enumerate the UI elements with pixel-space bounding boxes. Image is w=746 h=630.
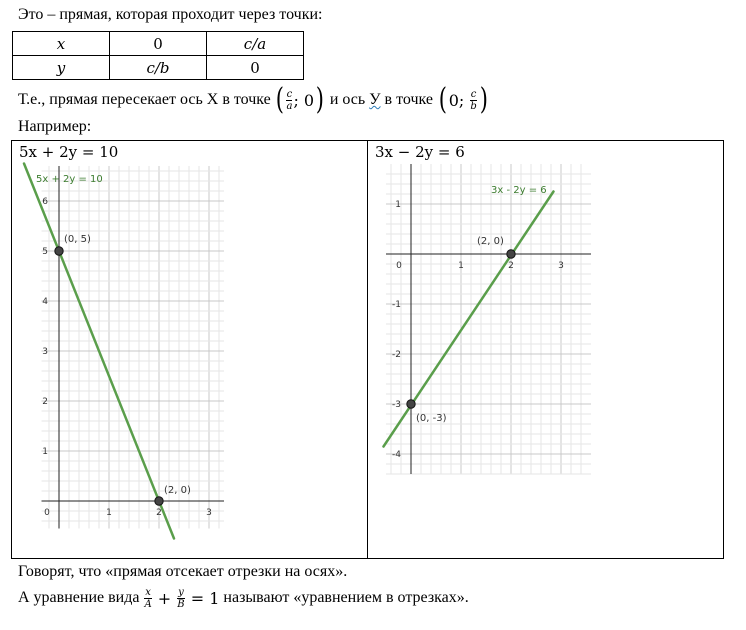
y-tick-label: 3 xyxy=(42,347,48,357)
intro-text: Это – прямая, которая проходит через точки: xyxy=(18,6,323,23)
intersection-text xyxy=(18,82,489,117)
axis-y-letter: У xyxy=(369,91,381,108)
table-row xyxy=(13,32,304,56)
frac-num: c xyxy=(286,88,293,100)
table-cell: x xyxy=(13,32,110,56)
frac-num: x xyxy=(145,586,151,598)
x-tick-label: 0 xyxy=(44,508,50,518)
frac-den: a xyxy=(286,100,293,112)
x-tick-label: 2 xyxy=(156,508,162,518)
table-cell: c/a xyxy=(207,32,304,56)
data-point xyxy=(55,247,63,255)
graph2-title: 3x − 2y = 6 xyxy=(375,143,465,161)
intersection-text-part: и ось xyxy=(325,91,370,108)
x-tick-label: 1 xyxy=(458,261,464,271)
frac-den: A xyxy=(144,598,152,610)
intersection-text-part: в точке xyxy=(380,91,437,108)
y-intercept-point: ( 0; $\frac{c}{b}$ ) xyxy=(438,82,488,117)
table-cell: 0 xyxy=(110,32,207,56)
point-label: (2, 0) xyxy=(164,485,191,496)
conclusion-text: Говорят, что «прямая отсекает отрезки на осях». xyxy=(18,563,348,580)
x-tick-label: 3 xyxy=(206,508,212,518)
table-cell: 0 xyxy=(207,56,304,80)
x-intercept-point: ( $\frac{c}{a}$ ; 0 ) xyxy=(275,82,325,117)
frac-num: c xyxy=(470,88,477,100)
conclusion-text-part: называют «уравнением в отрезках». xyxy=(219,589,469,606)
conclusion-text-part: А уравнение вида xyxy=(18,589,144,606)
y-tick-label: 2 xyxy=(42,397,48,407)
intersection-text-part: Т.е., прямая пересекает ось X в точке xyxy=(18,91,271,108)
x-tick-label: 0 xyxy=(396,261,402,271)
plus-sign: + xyxy=(152,588,177,608)
frac-den: b xyxy=(470,100,477,112)
segment-equation xyxy=(143,587,219,610)
fraction-c-b xyxy=(470,89,476,112)
graph-legend: 3x - 2y = 6 xyxy=(491,185,547,196)
x-tick-label: 1 xyxy=(106,508,112,518)
fraction-y-B xyxy=(177,587,184,610)
equals-one: = 1 xyxy=(185,588,220,608)
point-label: (2, 0) xyxy=(477,236,504,247)
data-point xyxy=(155,497,163,505)
y-tick-label: -3 xyxy=(392,400,401,410)
graph-legend: 5x + 2y = 10 xyxy=(36,174,103,185)
fraction-x-A xyxy=(144,587,151,610)
fraction-c-a xyxy=(286,89,292,112)
data-point xyxy=(507,250,515,258)
table-cell: y xyxy=(13,56,110,80)
y-tick-label: 1 xyxy=(42,447,48,457)
point-rest: ; 0 xyxy=(293,90,315,110)
segment-equation-text xyxy=(18,586,469,610)
point-label: (0, 5) xyxy=(64,234,91,245)
graph1-title: 5x + 2y = 10 xyxy=(19,143,119,161)
y-tick-label: -1 xyxy=(392,300,401,310)
x-tick-label: 2 xyxy=(508,261,514,271)
y-tick-label: 4 xyxy=(42,297,48,307)
y-tick-label: -4 xyxy=(392,450,401,460)
table-row xyxy=(13,56,304,80)
x-tick-label: 3 xyxy=(558,261,564,271)
frac-den: B xyxy=(177,598,185,610)
y-tick-label: -2 xyxy=(392,350,401,360)
y-tick-label: 6 xyxy=(42,197,48,207)
y-tick-label: 1 xyxy=(395,200,401,210)
point-label: (0, -3) xyxy=(416,413,447,424)
point-lead: 0; xyxy=(448,90,470,110)
frac-num: y xyxy=(178,586,184,598)
y-tick-label: 5 xyxy=(42,247,48,257)
example-label: Например: xyxy=(18,118,92,135)
table-cell: c/b xyxy=(110,56,207,80)
graphs-box xyxy=(11,140,724,559)
data-point xyxy=(407,400,415,408)
graphs-svg xyxy=(12,141,723,558)
points-table xyxy=(12,31,304,80)
